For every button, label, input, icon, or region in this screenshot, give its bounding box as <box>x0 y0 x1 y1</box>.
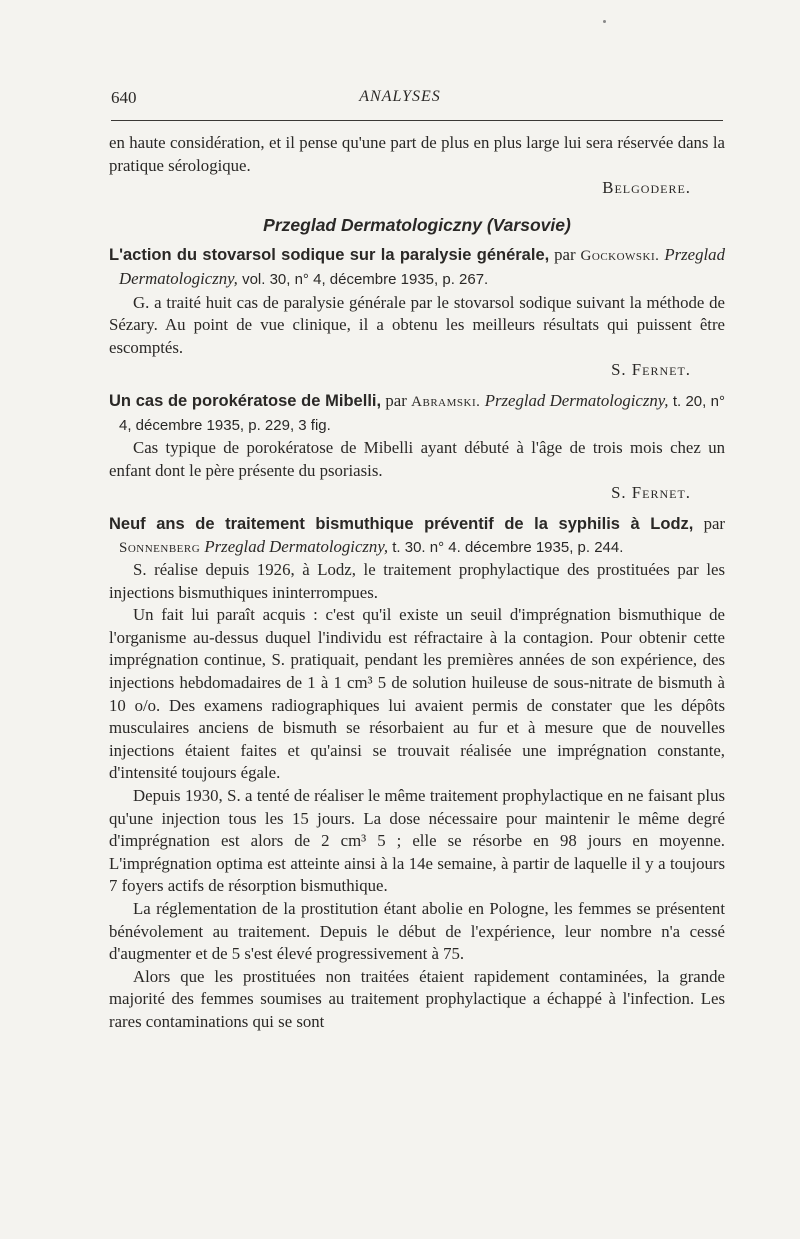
article-3-heading <box>109 513 725 559</box>
article-3-paragraph-2: Un fait lui paraît acquis : c'est qu'il existe un seuil d'imprégnation bismuthique de l'organisme au-dessus duquel l'individu est réfractaire à la contagion. Pour obtenir cette imprégnation continue, S. pratiquait, pendant les premières années de son expérience, des injections hebdomadaires de 1 à 1 cm³ 5 de solution huileuse de sous-nitrate de bismuth à 10 o/o. Des examens radiographiques lui avaient permis de constater que les dépôts musculaires anciens de bismuth se résorbaient au fur et à mesure que de nouvelles injections étaient faites et qu'ainsi se trouvait réalisée une imprégnation constante, d'intensité toujours égale. <box>109 605 725 783</box>
article-3-by: par <box>703 513 726 533</box>
intro-paragraph: en haute considération, et il pense qu'une part de plus en plus large lui sera réservée dans la pratique sérologique. <box>109 133 725 175</box>
article-1 <box>109 244 725 382</box>
article-3-ref-details: t. 30. n° 4. décembre 1935, p. 244. <box>392 538 624 556</box>
article-3-paragraph-1: S. réalise depuis 1926, à Lodz, le traitement prophylactique des prostituées par les injections bismuthiques ininterrompues. <box>109 560 725 602</box>
article-2-paragraph: Cas typique de porokératose de Mibelli ayant débuté à l'âge de trois mois chez un enfant dont le père présente du psoriasis. <box>109 438 725 480</box>
article-3-ref-journal: Przeglad Dermatologiczny, <box>204 536 389 556</box>
article-2-title: Un cas de porokératose de Mibelli, <box>109 391 382 410</box>
article-1-ref-journal: Przeglad Dermatologiczny, <box>119 245 725 288</box>
article-3-paragraph-3: Depuis 1930, S. a tenté de réaliser le même traitement prophylactique en ne faisant plus qu'une injection tous les 15 jours. La dose nécessaire pour maintenir le même degré d'imprégnation est alors de 2 cm³ 5 ; elle se résorbe en 98 jours en moyenne. L'imprégnation optima est atteinte ainsi à la 14e semaine, à partir de laquelle il y a toujours 7 foyers actifs de résorption bismuthique. <box>109 786 725 896</box>
article-1-by: par <box>554 245 576 265</box>
article-2-heading <box>109 390 725 437</box>
article-2-ref-journal: Przeglad Dermatologiczny, <box>484 390 669 410</box>
article-3-paragraph-5: Alors que les prostituées non traitées étaient rapidement contaminées, la grande majorité des femmes soumises au traitement prophylactique a échappé à l'infection. Les rares contaminations qui se sont <box>109 966 725 1031</box>
journal-heading: Przeglad Dermatologiczny (Varsovie) <box>263 214 571 235</box>
article-2-by: par <box>385 390 407 410</box>
article-1-author: Gockowski. <box>580 248 660 265</box>
article-2 <box>109 390 725 505</box>
article-3 <box>109 513 725 1034</box>
article-2-ref-details: t. 20, n° 4, décembre 1935, p. 229, 3 fig. <box>119 392 725 434</box>
page-body <box>109 132 725 1034</box>
article-3-paragraph-4: La réglementation de la prostitution étant abolie en Pologne, les femmes se présentent bénévolement au traitement. Depuis le début de l'expérience, leur nombre n'a cessé d'augmenter et de 5 s'est élevé progressivement à 75. <box>109 899 725 964</box>
article-2-author: Abramski. <box>411 393 481 410</box>
article-1-paragraph: G. a traité huit cas de paralysie générale par le stovarsol sodique suivant la méthode de Sézary. Au point de vue clinique, il a obtenu les meilleurs résultats qui puissent être escomptés. <box>109 292 725 357</box>
article-1-ref-details: vol. 30, n° 4, décembre 1935, p. 267. <box>242 270 489 288</box>
article-3-author: Sonnenberg <box>119 539 201 556</box>
header-rule <box>111 120 723 121</box>
article-1-title: L'action du stovarsol sodique sur la paralysie générale, <box>109 246 550 265</box>
article-2-signature: S. Fernet. <box>611 483 691 503</box>
article-1-heading <box>109 244 725 291</box>
running-title: ANALYSES <box>359 88 441 105</box>
intro-signature: Belgodere. <box>602 178 691 198</box>
article-3-title: Neuf ans de traitement bismuthique préventif de la syphilis à Lodz, <box>109 514 694 533</box>
article-1-signature: S. Fernet. <box>611 360 691 380</box>
page-number: 640 <box>111 88 137 107</box>
ink-speck <box>603 20 606 23</box>
